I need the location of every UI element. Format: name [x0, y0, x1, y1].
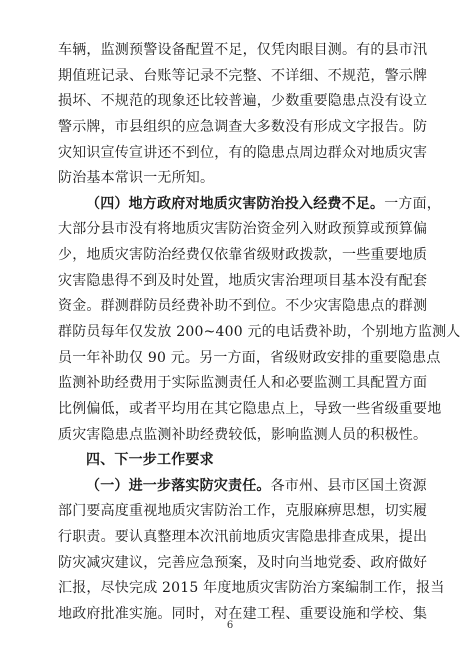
body-line: 群防员每年仅发放 200~400 元的电话费补助，个别地方监测人 [58, 324, 460, 340]
subsection-heading: （一）进一步落实防灾责任。 [86, 478, 271, 494]
body-line: 行职责。要认真整理本次汛前地质灾害隐患排查成果，提出 [58, 529, 428, 545]
body-line: 质灾害隐患点监测补助经费较低，影响监测人员的积极性。 [58, 427, 428, 443]
body-line: 部门要高度重视地质灾害防治工作，克服麻痹思想，切实履 [58, 503, 428, 519]
body-line: 防治基本常识一无所知。 [58, 170, 215, 186]
body-line: 防灾减灾建议，完善应急预案，及时向当地党委、政府做好 [58, 555, 428, 571]
body-line: 警示牌，市县组织的应急调查大多数没有形成文字报告。防 [58, 119, 428, 135]
body-line: 比例偏低，或者平均用在其它隐患点上，导致一些省级重要地 [58, 401, 442, 417]
body-line: 损坏、不规范的现象还比较普遍，少数重要隐患点没有设立 [58, 93, 428, 109]
body-line: 汇报，尽快完成 2015 年度地质灾害防治方案编制工作，报当 [58, 580, 445, 596]
body-line: 地政府批准实施。同时，对在建工程、重要设施和学校、集 [58, 606, 428, 622]
body-line: 少，地质灾害防治经费仅依靠省级财政拨款，一些重要地质 [58, 247, 428, 263]
body-line: 灾害隐患得不到及时处置，地质灾害治理项目基本没有配套 [58, 273, 428, 289]
body-line: 车辆，监测预警设备配置不足，仅凭肉眼目测。有的县市汛 [58, 42, 428, 58]
paragraph-4-first-line [86, 194, 442, 214]
body-line: 大部分县市没有将地质灾害防治资金列入财政预算或预算偏 [58, 221, 428, 237]
body-text: 各市州、县市区国土资源 [270, 478, 427, 494]
body-line: 灾知识宣传宣讲还不到位，有的隐患点周边群众对地质灾害 [58, 145, 428, 161]
body-line: 监测补助经费用于实际监测责任人和必要监测工具配置方面 [58, 375, 428, 391]
page-number: 6 [226, 620, 234, 631]
section-heading: 四、下一步工作要求 [86, 452, 214, 468]
subsection-heading: （四）地方政府对地质灾害防治投入经费不足。 [86, 196, 385, 212]
body-line: 资金。群测群防员经费补助不到位。不少灾害隐患点的群测 [58, 298, 428, 314]
body-text: 一方面， [384, 196, 442, 212]
body-line: 期值班记录、台账等记录不完整、不详细、不规范，警示牌 [58, 68, 428, 84]
paragraph-5-first-line [86, 476, 427, 496]
body-line: 员一年补助仅 90 元。另一方面，省级财政安排的重要隐患点 [58, 350, 441, 366]
